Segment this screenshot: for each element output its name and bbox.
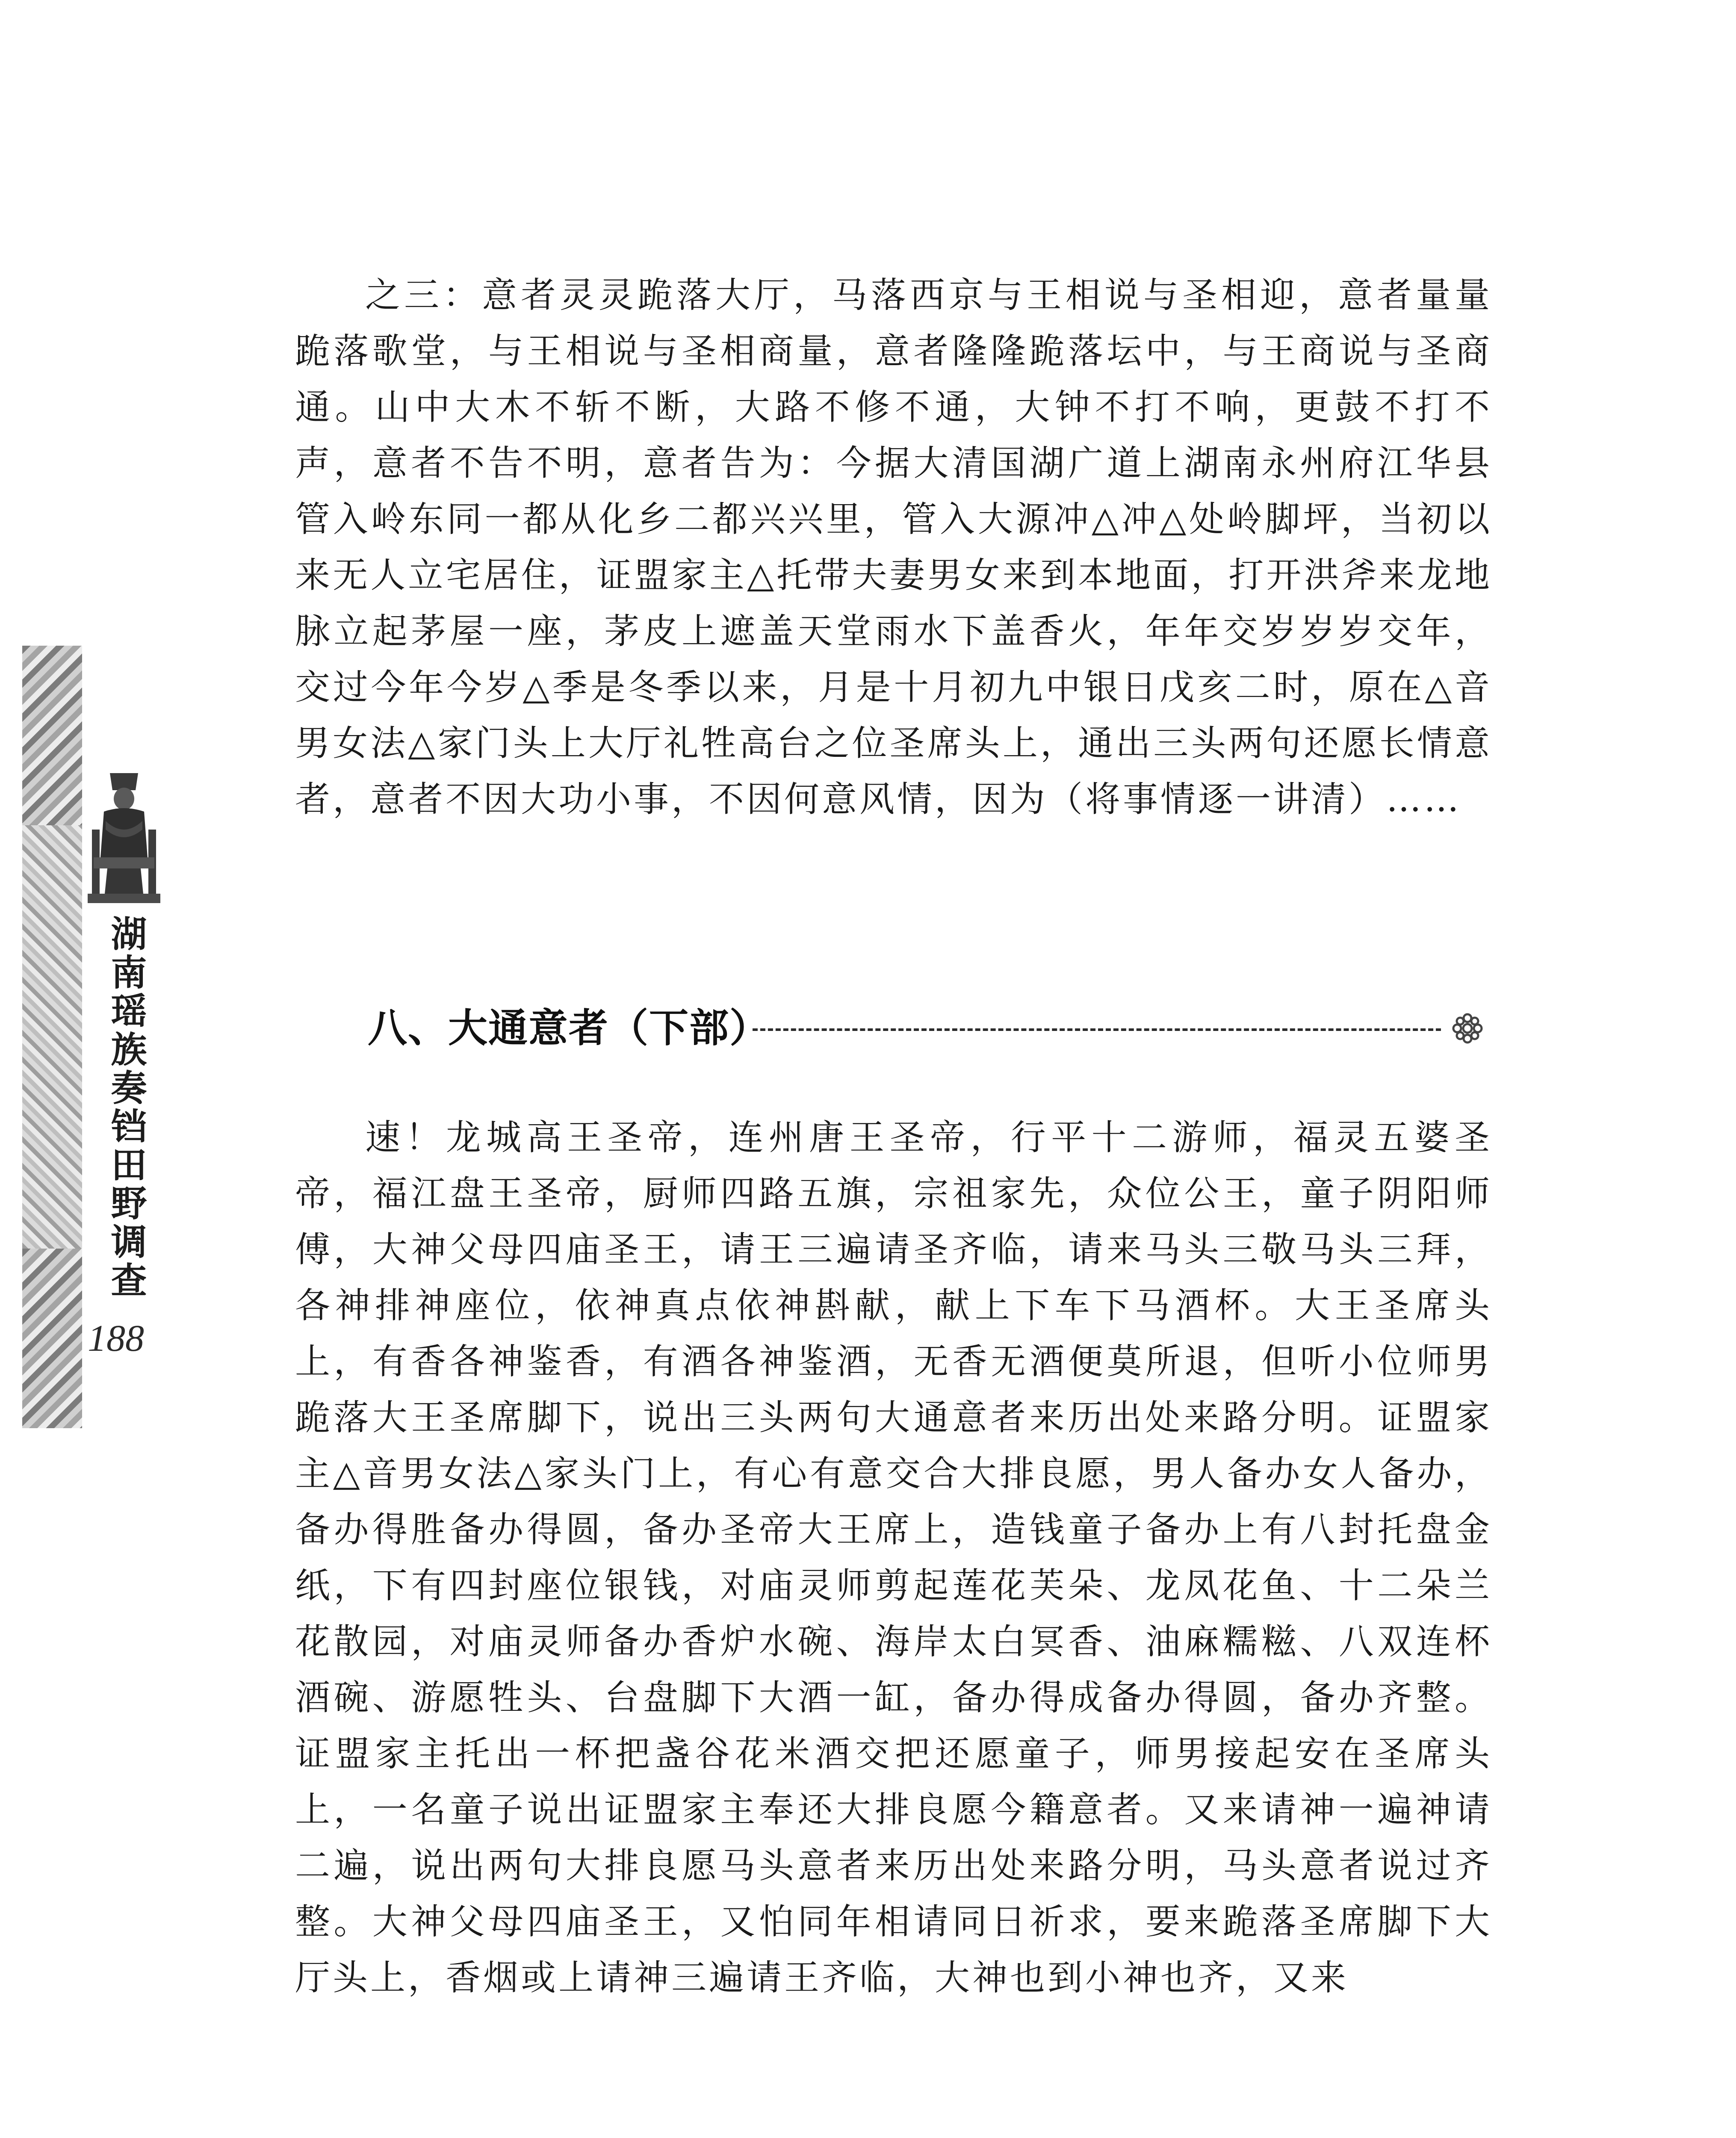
ornament-band-middle [22,825,82,1249]
paragraph-main: 速！龙城高王圣帝，连州唐王圣帝，行平十二游师，福灵五婆圣帝，福江盘王圣帝，厨师四路五旗，宗祖家先，众位公王，童子阴阳师傅，大神父母四庙圣王，请王三遍请圣齐临，请来马头三敬马头三拜，各神排神座位，依神真点依神斟献，献上下车下马酒杯。大王圣席头上，有香各神鉴香，有酒各神鉴酒，无香无酒便莫所退，但听小位师男跪落大王圣席脚下，说出三头两句大通意者来历出处来路分明。证盟家主△音男女法△家头门上，有心有意交合大排良愿，男人备办女人备办，备办得胜备办得圆，备办圣帝大王席上，造钱童子备办上有八封托盘金纸，下有四封座位银钱，对庙灵师剪起莲花芙朵、龙凤花鱼、十二朵兰花散园，对庙灵师备办香炉水碗、海岸太白冥香、油麻糯糍、八双连杯酒碗、游愿牲头、台盘脚下大酒一缸，备办得成备办得圆，备办齐整。证盟家主托出一杯把盏谷花米酒交把还愿童子，师男接起安在圣席头上，一名童子说出证盟家主奉还大排良愿今籍意者。又来请神一遍神请二遍，说出两句大排良愿马头意者来历出处来路分明，马头意者说过齐整。大神父母四庙圣王，又怕同年相请同日祈求，要来跪落圣席脚下大厅头上，香烟或上请神三遍请王齐临，大神也到小神也齐，又来 [295,1117,1492,1998]
book-title-vertical: 湖南瑶族奏铛田野调查 [105,915,148,1300]
section-title: 八、大通意者（下部） [368,1005,770,1051]
heading-dashed-rule [753,1028,1441,1031]
seated-figure-illustration [83,765,165,907]
flower-ornament-icon [1450,1010,1485,1046]
ornament-band-bottom [22,1249,82,1428]
paragraph-intro: 之三：意者灵灵跪落大厅，马落西京与王相说与圣相迎，意者量量跪落歌堂，与王相说与圣相商量，意者隆隆跪落坛中，与王商说与圣商通。山中大木不斩不断，大路不修不通，大钟不打不响，更鼓不打不声，意者不告不明，意者告为：今据大清国湖广道上湖南永州府江华县管入岭东同一都从化乡二都兴兴里，管入大源冲△冲△处岭脚坪，当初以来无人立宅居住，证盟家主△托带夫妻男女来到本地面，打开洪斧来龙地脉立起茅屋一座，茅皮上遮盖天堂雨水下盖香火，年年交岁岁岁交年，交过今年今岁△季是冬季以来，月是十月初九中银日戊亥二时，原在△音男女法△家门头上大厅礼牲高台之位圣席头上，通出三头两句还愿长情意者，意者不因大功小事，不因何意风情，因为（将事情逐一讲清）…… [295,275,1492,820]
side-ornament-strip [22,646,82,1428]
section-heading [368,998,1488,1058]
ornament-band-top [22,646,82,825]
page-number: 188 [88,1318,144,1359]
